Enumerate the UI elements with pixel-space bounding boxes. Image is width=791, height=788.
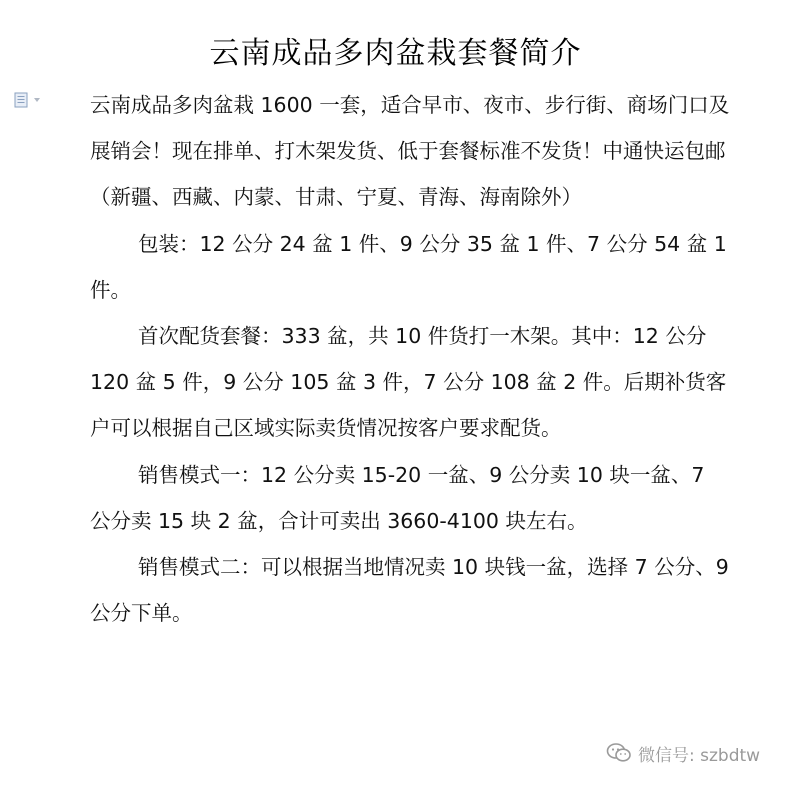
paragraph-first-order: 首次配货套餐：333 盆，共 10 件货打一木架。其中：12 公分 120 盆 5 件，9 公分 105 盆 3 件，7 公分 108 盆 2 件。后期补货客户可以根据自己区域实际卖货情况按客户要求配货。 (90, 324, 727, 441)
paragraph-sales-mode-2: 销售模式二：可以根据当地情况卖 10 块钱一盆，选择 7 公分、9 公分下单。 (90, 555, 729, 626)
document-body (90, 82, 730, 636)
paragraph-intro: 云南成品多肉盆栽 1600 一套，适合早市、夜市、步行街、商场门口及展销会！现在排单、打木架发货、低于套餐标准不发货！中通快运包邮（新疆、西藏、内蒙、甘肃、宁夏、青海、海南除外） (90, 93, 730, 210)
wechat-watermark (606, 738, 760, 768)
wechat-icon (606, 742, 632, 764)
watermark-text: 微信号: szbdtw (638, 745, 761, 766)
paragraph-marker-icon[interactable] (14, 92, 46, 108)
paragraph-sales-mode-1: 销售模式一：12 公分卖 15-20 一盆、9 公分卖 10 块一盆、7 公分卖 15 块 2 盆，合计可卖出 3660-4100 块左右。 (90, 462, 705, 533)
document-title: 云南成品多肉盆栽套餐简介 (209, 36, 582, 71)
paragraph-packaging: 包装：12 公分 24 盆 1 件、9 公分 35 盆 1 件、7 公分 54 盆 1 件。 (90, 231, 727, 302)
